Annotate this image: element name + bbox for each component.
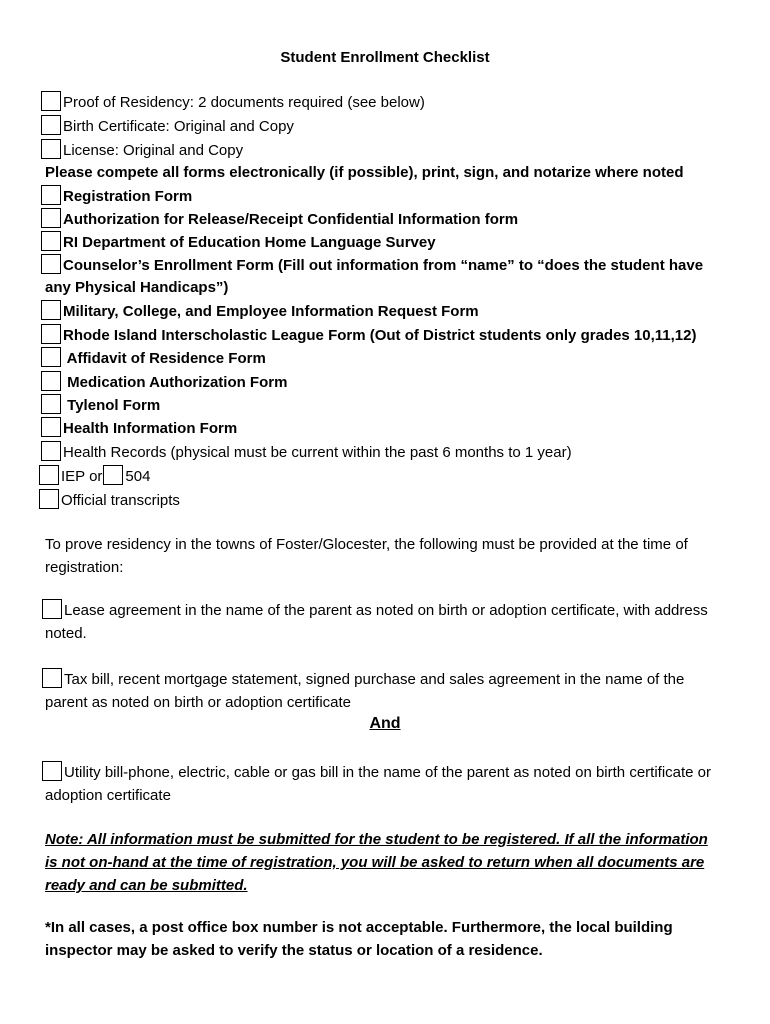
instruction-text: Please compete all forms electronically (if possible), print, sign, and notarize where noted [45, 164, 684, 181]
checkbox[interactable] [41, 231, 61, 251]
po-box-notice: *In all cases, a post office box number is not acceptable. Furthermore, the local building inspector may be asked to verify the status or location of a residence. [45, 919, 673, 959]
checkbox[interactable] [41, 91, 61, 111]
and-label: And [369, 715, 401, 732]
checklist-item-official-transcripts: Official transcripts [39, 489, 180, 512]
checkbox[interactable] [41, 394, 61, 414]
checklist-item-health-records: Health Records (physical must be current within the past 6 months to 1 year) [41, 441, 572, 464]
checklist-item-license: License: Original and Copy [41, 139, 243, 162]
residency-option-tax-bill: Tax bill, recent mortgage statement, signed purchase and sales agreement in the name of the parent as noted on birth or adoption certificate [45, 668, 725, 714]
checkbox-iep[interactable] [39, 465, 59, 485]
checklist-item-iep-504: IEP or 504 [39, 465, 150, 488]
checklist-item-registration-form: Registration Form [41, 185, 192, 208]
checkbox[interactable] [39, 489, 59, 509]
checkbox[interactable] [41, 441, 61, 461]
checklist-item-authorization-form: Authorization for Release/Receipt Confidential Information form [41, 208, 518, 231]
checklist-item-proof-of-residency: Proof of Residency: 2 documents required (see below) [41, 91, 425, 114]
checklist-item-home-language-survey: RI Department of Education Home Language Survey [41, 231, 436, 254]
checkbox[interactable] [42, 668, 62, 688]
checkbox[interactable] [41, 139, 61, 159]
checklist-item-counselor-enrollment-form: Counselor’s Enrollment Form (Fill out information from “name” to “does the student have [41, 254, 703, 277]
checkbox[interactable] [41, 324, 61, 344]
checklist-item-birth-certificate: Birth Certificate: Original and Copy [41, 115, 294, 138]
checklist-item-medication-authorization: Medication Authorization Form [41, 371, 287, 394]
checkbox[interactable] [41, 347, 61, 367]
checklist-item-affidavit-of-residence: Affidavit of Residence Form [41, 347, 266, 370]
checkbox[interactable] [42, 599, 62, 619]
checkbox[interactable] [42, 761, 62, 781]
residency-option-lease: Lease agreement in the name of the parent as noted on birth or adoption certificate, with address noted. [45, 599, 725, 645]
checkbox[interactable] [41, 371, 61, 391]
checkbox[interactable] [41, 300, 61, 320]
note-text: Note: All information must be submitted for the student to be registered. If all the information is not on-hand at the time of registration, you will be asked to return when all documents are ready and can be submitted. [45, 831, 708, 894]
checkbox-504[interactable] [103, 465, 123, 485]
counselor-form-continued: any Physical Handicaps”) [45, 279, 229, 296]
checkbox[interactable] [41, 208, 61, 228]
checkbox[interactable] [41, 254, 61, 274]
page-title: Student Enrollment Checklist [280, 49, 490, 66]
checklist-item-military-college-form: Military, College, and Employee Information Request Form [41, 300, 479, 323]
checklist-item-tylenol-form: Tylenol Form [41, 394, 160, 417]
checkbox[interactable] [41, 417, 61, 437]
checklist-item-interscholastic-league-form: Rhode Island Interscholastic League Form (Out of District students only grades 10,11,12) [41, 324, 696, 347]
residency-option-utility-bill: Utility bill-phone, electric, cable or gas bill in the name of the parent as noted on birth certificate or adoption certificate [45, 761, 725, 807]
checkbox[interactable] [41, 115, 61, 135]
residency-intro: To prove residency in the towns of Foster/Glocester, the following must be provided at the time of registration: [45, 536, 688, 576]
checklist-item-health-information-form: Health Information Form [41, 417, 237, 440]
checkbox[interactable] [41, 185, 61, 205]
